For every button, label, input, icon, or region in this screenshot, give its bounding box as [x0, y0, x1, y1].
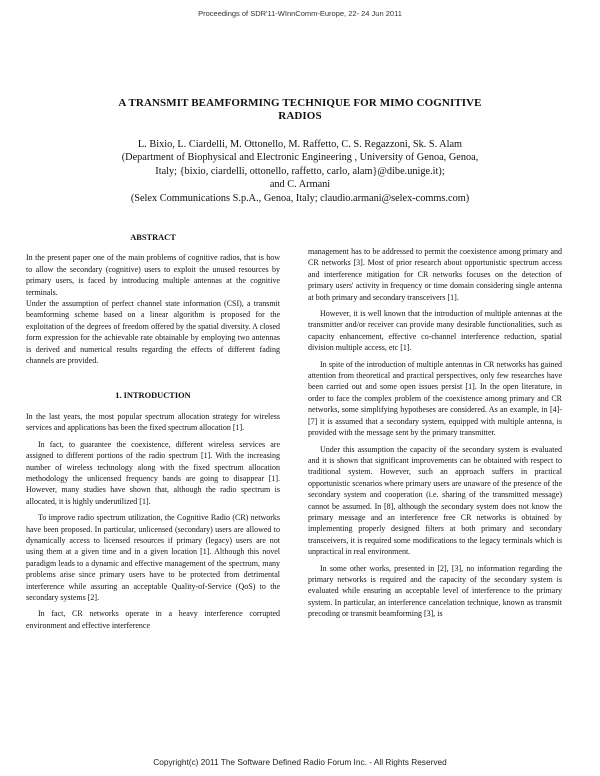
body-paragraph: management has to be addressed to permit the coexistence among primary and CR networks [3]. Most of prior research about opportunistic spectrum access and interference mitigation for CR networks focuses on the detection of primary users' activity in frequency or time domain considering single antenna at both primary and secondary transceivers [1].: [308, 247, 562, 302]
body-paragraph: Under this assumption the capacity of the secondary system is evaluated and it is shown that significant improvements can be obtained with respect to traditional system. However, such an approach suffers in practical opportunistic scenarios where primary users are unaware of the presence of the secondary system and cooperation (i.e. sharing of the transmitted message) cannot be assumed. In [8], although the secondary system does not know the primary message and an interference free CR networks is obtained by implementing properly designed filters at both primary and secondary transceivers, it is required some modifications to the legacy terminals which is unpractical in real environment.: [308, 444, 562, 557]
affiliation-line-2: Italy; {bixio, ciardelli, ottonello, raffetto, carlo, alam}@dibe.unige.it);: [155, 165, 445, 177]
body-paragraph: In fact, to guarantee the coexistence, different wireless services are assigned to different portions of the radio spectrum [1]. With the increasing number of wireless technology along with the fixed spectrum allocation methodology the unlicensed frequency bands are going to disappear [1]. However, many studies have shown that, although the radio spectrum is allocated, it is highly underutilized [1].: [26, 439, 280, 506]
title-line-2: RADIOS: [278, 110, 322, 122]
abstract-paragraph: In the present paper one of the main problems of cognitive radios, that is how to allow the secondary (cognitive) users to exploit the unused resources by primary users, is faced by introducing multiple antennas at the cognitive terminals.: [26, 253, 280, 297]
body-paragraph: In fact, CR networks operate in a heavy interference corrupted environment and effective interference: [26, 609, 280, 630]
abstract-heading: ABSTRACT: [130, 233, 176, 242]
section-heading-introduction: 1. INTRODUCTION: [115, 391, 191, 401]
running-header: Proceedings of SDR'11-WInnComm-Europe, 22- 24 Jun 2011: [198, 9, 402, 18]
author-names: L. Bixio, L. Ciardelli, M. Ottonello, M. Raffetto, C. S. Regazzoni, Sk. S. Alam: [137, 139, 463, 150]
left-column: [26, 232, 280, 636]
copyright-footer: Copyright(c) 2011 The Software Defined Radio Forum Inc. - All Rights Reserved: [153, 757, 447, 767]
body-paragraph: However, it is well known that the introduction of multiple antennas at the transmitter and/or receiver can provide many desirable functionalities, such as capacity enhancement, effective co-channel interference reduction, spatial division multiple access, etc [1].: [308, 309, 562, 353]
right-column: [308, 246, 562, 625]
affiliation-line-1: (Department of Biophysical and Electronic Engineering , University of Genoa, Genoa,: [121, 152, 479, 164]
body-paragraph: In the last years, the most popular spectrum allocation strategy for wireless services and applications has been the fixed spectrum allocation [1].: [26, 411, 280, 433]
abstract-body: [26, 252, 280, 366]
author-additional: and C. Armani: [269, 179, 331, 191]
author-block: [40, 138, 560, 205]
title-line-1: A TRANSMIT BEAMFORMING TECHNIQUE FOR MIMO COGNITIVE: [118, 97, 482, 109]
affiliation-line-3: (Selex Communications S.p.A., Genoa, Italy; claudio.armani@selex-comms.com): [130, 192, 470, 204]
body-paragraph: In spite of the introduction of multiple antennas in CR networks has gained attention from theoretical and practical perspectives, only few researches have been carried out and some open issues persist [1]. In the open literature, in order to face the complex problem of the coexistence among primary and CR networks, some simplifying hypotheses are considered. As an example, in [4]-[7] it is assumed that a secondary system, equipped with multiple antenna, is provided with the message sent by the primary transmitter.: [308, 359, 562, 438]
abstract-paragraph: Under the assumption of perfect channel state information (CSI), a transmit beamforming scheme based on a linear algorithm is proposed for the exploitation of the degrees of freedom offered by the spatial diversity. A closed form expression for the achievable rate obtainable by employing two antennas is derived and numerical results regarding the effects of different fading channels are provided.: [26, 299, 280, 366]
body-paragraph: To improve radio spectrum utilization, the Cognitive Radio (CR) networks have been proposed. In particular, unlicensed (secondary) users are allowed to dynamically access to licensed resources if primary (legacy) users are not using them at a given time and in a given location [1]. Although this novel paradigm leads to a dynamic and effective management of the spectrum, many problems arise since primary users have to be protected from detrimental interference while assuring an acceptable Quality-of-Service (QoS) to the secondary systems [2].: [26, 513, 280, 602]
paper-title: [60, 97, 540, 123]
body-paragraph: In some other works, presented in [2], [3], no information regarding the primary networks is required and the capacity of the secondary system is evaluated while ensuring an acceptable level of interference to the primary system. In particular, an interference cancelation technique, known as transmit precoding or transmit beamforming [3], is: [308, 563, 562, 619]
